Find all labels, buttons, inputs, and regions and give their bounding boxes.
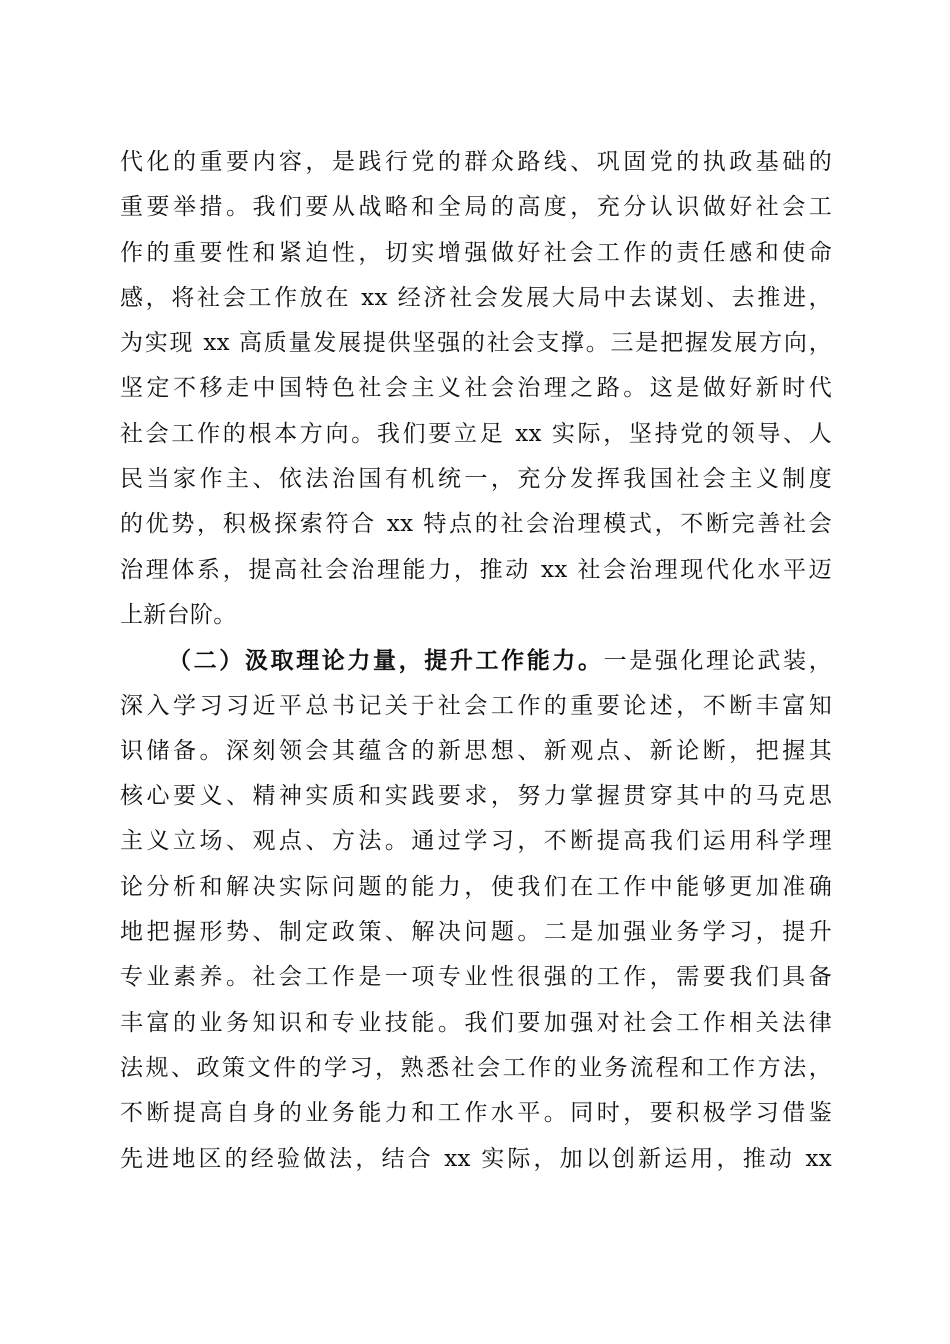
section-heading-line bbox=[120, 638, 832, 683]
text-line: 代化的重要内容，是践行党的群众路线、巩固党的执政基础的 bbox=[120, 149, 832, 175]
text-line: 先进地区的经验做法，结合 xx 实际，加以创新运用，推动 xx bbox=[120, 1145, 832, 1172]
text-line: 主义立场、观点、方法。通过学习，不断提高我们运用科学理 bbox=[120, 828, 832, 855]
text-line: 专业素养。社会工作是一项专业性很强的工作，需要我们具备 bbox=[120, 964, 832, 991]
text-line: 治理体系，提高社会治理能力，推动 xx 社会治理现代化水平迈 bbox=[120, 556, 832, 583]
text-line: 社会工作的根本方向。我们要立足 xx 实际，坚持党的领导、人 bbox=[120, 420, 832, 447]
text-line: 的优势，积极探索符合 xx 特点的社会治理模式，不断完善社会 bbox=[120, 511, 832, 538]
section-heading: （二）汲取理论力量，提升工作能力。 bbox=[168, 647, 604, 675]
document-body bbox=[120, 140, 832, 1182]
text-line: 重要举措。我们要从战略和全局的高度，充分认识做好社会工 bbox=[120, 194, 832, 221]
text-line: 论分析和解决实际问题的能力，使我们在工作中能够更加准确 bbox=[120, 873, 832, 900]
text-line: 深入学习习近平总书记关于社会工作的重要论述，不断丰富知 bbox=[120, 692, 832, 719]
text-line: 法规、政策文件的学习，熟悉社会工作的业务流程和工作方法， bbox=[120, 1054, 832, 1081]
text-line: 上新台阶。 bbox=[120, 601, 237, 628]
section-heading-rest: 一是强化理论武装， bbox=[603, 648, 832, 675]
text-line: 核心要义、精神实质和实践要求，努力掌握贯穿其中的马克思 bbox=[120, 783, 832, 810]
text-line: 识储备。深刻领会其蕴含的新思想、新观点、新论断，把握其 bbox=[120, 737, 832, 764]
text-line: 不断提高自身的业务能力和工作水平。同时，要积极学习借鉴 bbox=[120, 1100, 832, 1127]
text-line: 为实现 xx 高质量发展提供坚强的社会支撑。三是把握发展方向， bbox=[120, 330, 832, 357]
text-line: 民当家作主、依法治国有机统一，充分发挥我国社会主义制度 bbox=[120, 466, 832, 493]
text-line: 坚定不移走中国特色社会主义社会治理之路。这是做好新时代 bbox=[120, 375, 832, 402]
text-line: 地把握形势、制定政策、解决问题。二是加强业务学习，提升 bbox=[120, 919, 832, 946]
text-line: 作的重要性和紧迫性，切实增强做好社会工作的责任感和使命 bbox=[120, 239, 832, 266]
text-line: 感，将社会工作放在 xx 经济社会发展大局中去谋划、去推进， bbox=[120, 284, 832, 311]
text-line: 丰富的业务知识和专业技能。我们要加强对社会工作相关法律 bbox=[120, 1009, 832, 1036]
